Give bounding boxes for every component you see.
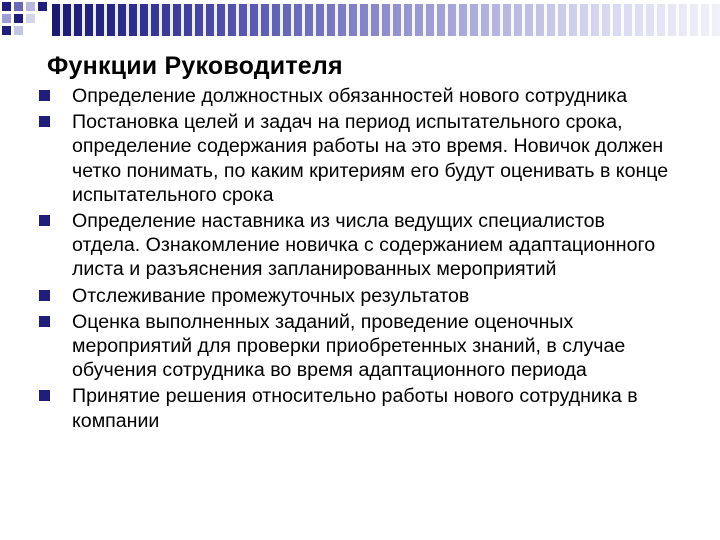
deco-square [26,2,35,11]
deco-square [2,14,11,23]
slide-title: Функции Руководителя [47,52,343,80]
bullet-list [36,84,676,435]
bullet-item [36,310,676,383]
deco-square [14,14,23,23]
bullet-item [36,284,676,308]
deco-square [2,2,11,11]
decorative-squares [0,0,48,42]
bullet-text: Оценка выполненных заданий, проведение оценочных мероприятий для проверки приобретенных знаний, в случае обучения сотрудника во время адаптационного периода [72,310,626,382]
deco-square [38,2,47,11]
bullet-item [36,384,676,432]
square-bullet-icon [39,316,50,327]
bullet-item [36,209,676,282]
bullet-text: Определение должностных обязанностей нового сотрудника [72,85,628,107]
deco-square [2,26,11,35]
square-bullet-icon [39,215,50,226]
bullet-text: Принятие решения относительно работы нового сотрудника в компании [72,385,638,432]
square-bullet-icon [39,116,50,127]
header-gradient-bar [52,4,720,36]
square-bullet-icon [39,290,50,301]
header-bar-stripes [52,4,720,36]
deco-square [26,14,35,23]
deco-square [14,2,23,11]
bullet-item [36,84,676,108]
square-bullet-icon [39,390,50,401]
deco-square [14,26,23,35]
bullet-item [36,110,676,207]
bullet-text: Постановка целей и задач на период испытательного срока, определение содержания работы на это время. Новичок должен четко понимать, по каким критериям его будут оценивать в конце испытательного срока [72,111,669,206]
bullet-text: Определение наставника из числа ведущих специалистов отдела. Ознакомление новичка с содержанием адаптационного листа и разъяснения запланированных мероприятий [72,210,656,281]
square-bullet-icon [39,90,50,101]
bullet-text: Отслеживание промежуточных результатов [72,284,470,307]
